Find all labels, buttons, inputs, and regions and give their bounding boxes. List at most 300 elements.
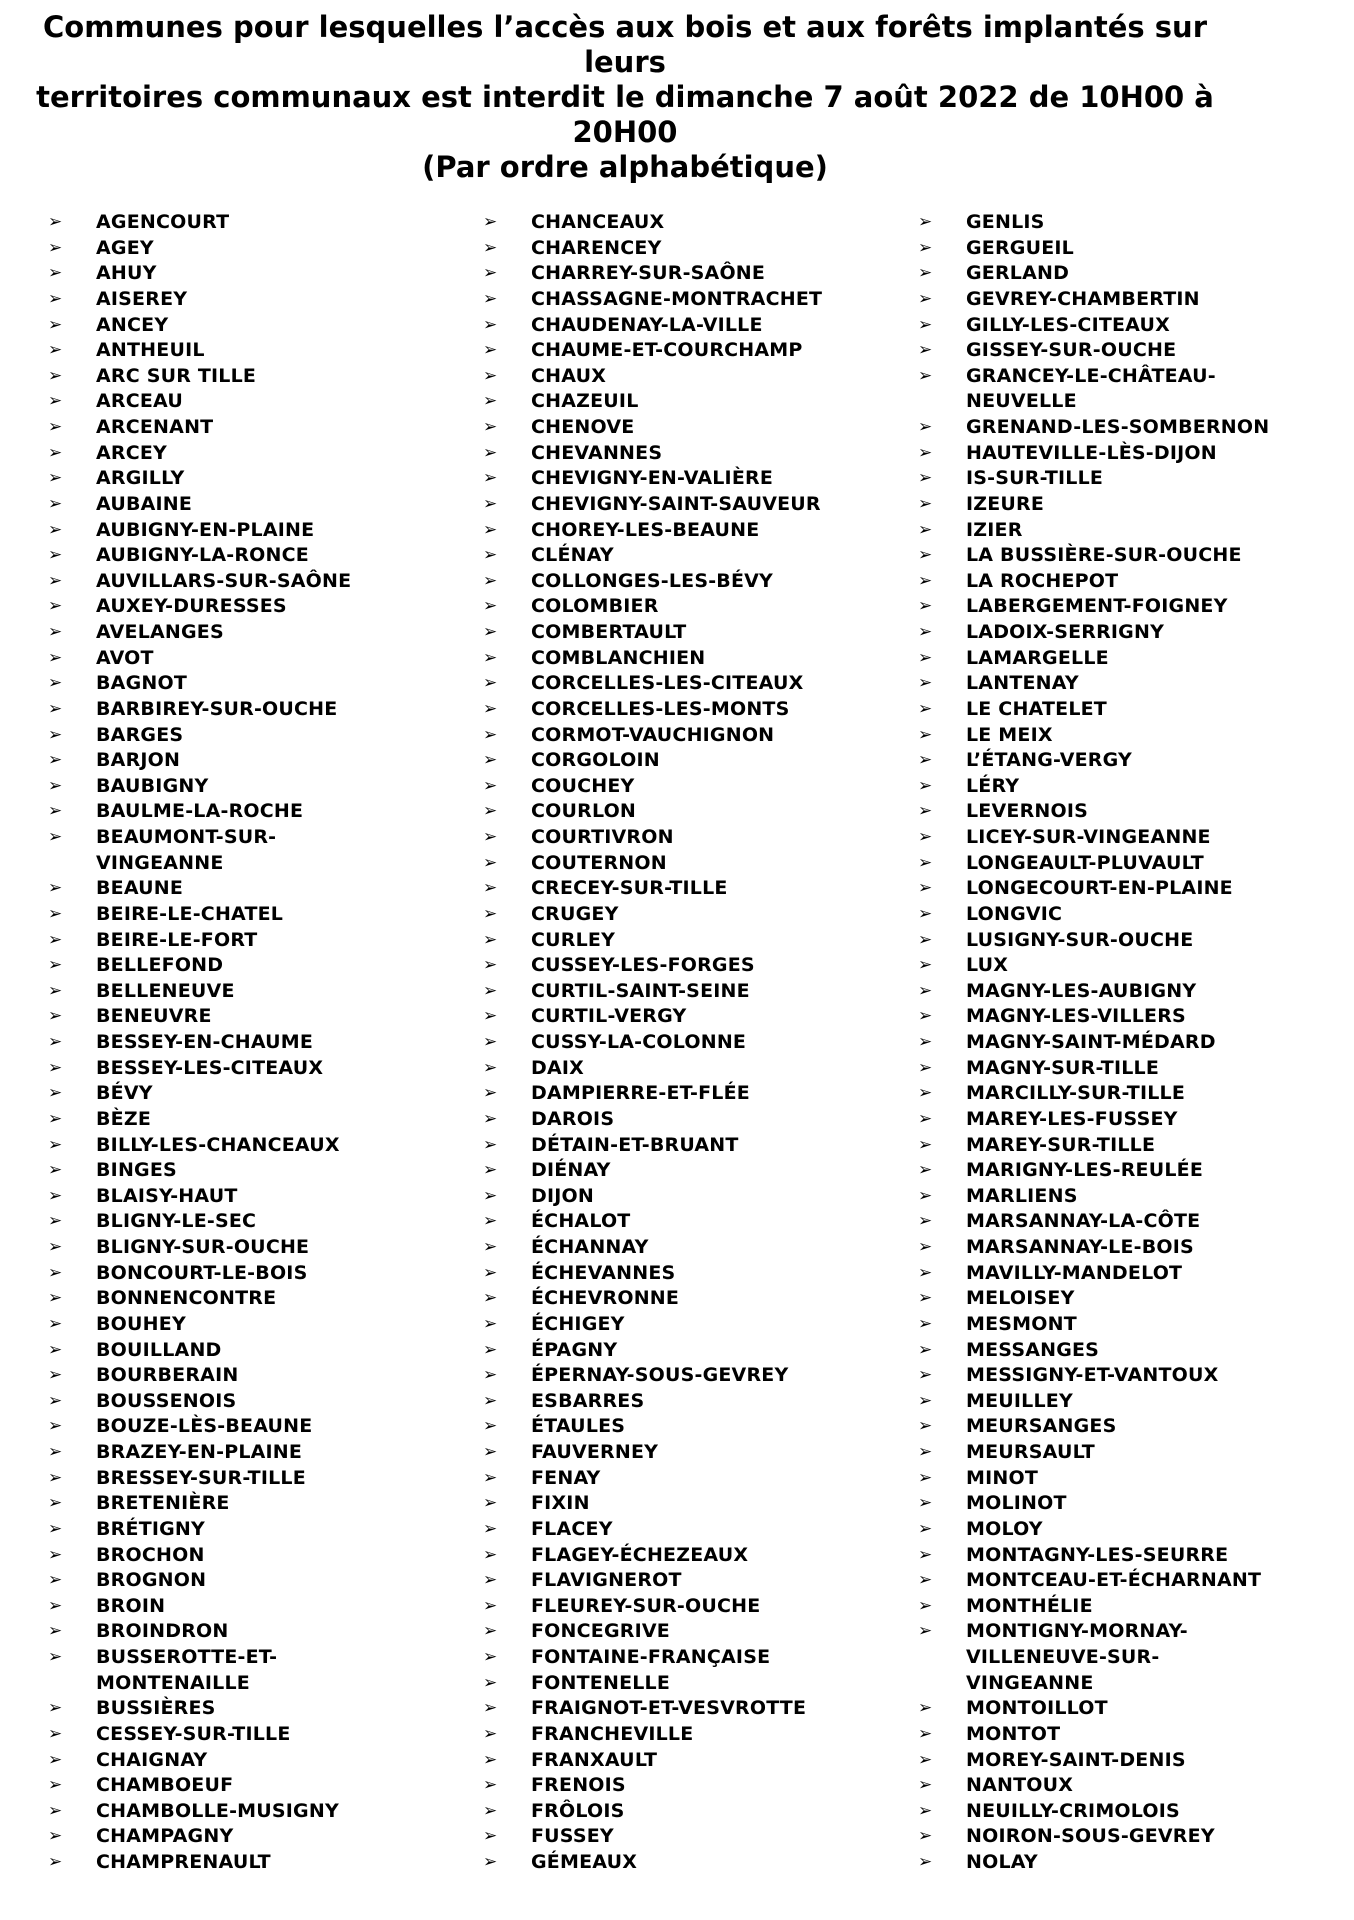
communes-column-3	[918, 210, 1269, 1876]
arrowhead-bullet-icon: ➢	[918, 288, 933, 309]
list-item	[483, 1543, 822, 1569]
list-item	[48, 671, 351, 697]
list-item	[483, 799, 822, 825]
list-item	[918, 1209, 1269, 1235]
commune-name: MAGNY-LES-AUBIGNY	[966, 979, 1197, 1002]
list-item	[483, 1824, 822, 1850]
list-item	[483, 338, 822, 364]
list-item	[483, 671, 822, 697]
list-item	[483, 1671, 822, 1697]
commune-name: LA BUSSIÈRE-SUR-OUCHE	[966, 544, 1242, 567]
arrowhead-bullet-icon: ➢	[48, 750, 63, 771]
arrowhead-bullet-icon: ➢	[48, 365, 63, 386]
commune-name: CESSEY-SUR-TILLE	[96, 1722, 291, 1745]
list-item	[483, 389, 822, 415]
list-item	[48, 1389, 351, 1415]
commune-name: FIXIN	[531, 1492, 590, 1515]
arrowhead-bullet-icon: ➢	[48, 1647, 63, 1667]
commune-name: CHEVIGNY-SAINT-SAUVEUR	[531, 492, 821, 515]
commune-name: BÉVY	[96, 1082, 153, 1105]
arrowhead-bullet-icon: ➢	[483, 391, 498, 412]
commune-name: GRENAND-LES-SOMBERNON	[966, 416, 1270, 438]
commune-name: AUBIGNY-LA-RONCE	[96, 544, 309, 567]
commune-name: CUSSY-LA-COLONNE	[531, 1031, 747, 1053]
list-item	[918, 1696, 1269, 1722]
commune-name: FRENOIS	[531, 1774, 626, 1797]
list-item	[483, 979, 822, 1005]
list-item	[483, 876, 822, 902]
arrowhead-bullet-icon: ➢	[48, 1108, 63, 1129]
arrowhead-bullet-icon: ➢	[483, 1108, 498, 1129]
arrowhead-bullet-icon: ➢	[483, 493, 498, 514]
commune-name: BEIRE-LE-CHATEL	[96, 902, 284, 925]
arrowhead-bullet-icon: ➢	[483, 212, 498, 232]
arrowhead-bullet-icon: ➢	[483, 1262, 498, 1283]
list-item	[918, 1491, 1269, 1517]
list-item	[918, 1133, 1269, 1159]
list-item	[48, 1824, 351, 1850]
arrowhead-bullet-icon: ➢	[483, 1467, 498, 1488]
list-item	[48, 1491, 351, 1517]
communes-column-1	[48, 210, 351, 1876]
list-item	[48, 1568, 351, 1594]
commune-name: FLACEY	[531, 1517, 613, 1540]
list-item	[918, 1030, 1269, 1056]
commune-name: AGEY	[96, 236, 154, 259]
arrowhead-bullet-icon: ➢	[48, 1032, 63, 1052]
arrowhead-bullet-icon: ➢	[48, 1211, 63, 1232]
arrowhead-bullet-icon: ➢	[483, 878, 498, 899]
commune-name: CHANCEAUX	[531, 211, 665, 233]
arrowhead-bullet-icon: ➢	[48, 1621, 63, 1642]
commune-name: GRANCEY-LE-CHÂTEAU-	[966, 364, 1216, 387]
arrowhead-bullet-icon: ➢	[918, 827, 933, 847]
list-item	[918, 1619, 1269, 1696]
commune-name: CHAMPAGNY	[96, 1825, 234, 1848]
arrowhead-bullet-icon: ➢	[483, 417, 498, 437]
commune-name: MEURSANGES	[966, 1415, 1117, 1438]
arrowhead-bullet-icon: ➢	[48, 980, 63, 1001]
list-item	[483, 1850, 822, 1876]
arrowhead-bullet-icon: ➢	[483, 955, 498, 976]
commune-name: CORCELLES-LES-CITEAUX	[531, 672, 804, 695]
commune-name: LONGEAULT-PLUVAULT	[966, 851, 1204, 874]
list-item	[918, 1594, 1269, 1620]
commune-name: MOLOY	[966, 1517, 1043, 1540]
commune-name: BONCOURT-LE-BOIS	[96, 1261, 308, 1284]
list-item	[48, 1056, 351, 1082]
commune-name: MONTENAILLE	[96, 1671, 250, 1694]
list-item	[48, 492, 351, 518]
list-item	[483, 287, 822, 313]
commune-name: MESMONT	[966, 1312, 1077, 1335]
arrowhead-bullet-icon: ➢	[48, 1313, 63, 1334]
arrowhead-bullet-icon: ➢	[918, 212, 933, 232]
list-item	[918, 876, 1269, 902]
list-item	[48, 1133, 351, 1159]
arrowhead-bullet-icon: ➢	[918, 468, 933, 489]
list-item	[483, 1133, 822, 1159]
arrowhead-bullet-icon: ➢	[918, 647, 933, 668]
arrowhead-bullet-icon: ➢	[918, 878, 933, 899]
commune-name: MELOISEY	[966, 1287, 1075, 1310]
list-item	[48, 1850, 351, 1876]
commune-name: NOIRON-SOUS-GEVREY	[966, 1825, 1215, 1848]
commune-name: IS-SUR-TILLE	[966, 467, 1104, 490]
commune-name: L’ÉTANG-VERGY	[966, 749, 1132, 772]
title-line-3: (Par ordre alphabétique)	[422, 150, 828, 184]
commune-name: BROGNON	[96, 1569, 207, 1592]
list-item	[483, 364, 822, 390]
arrowhead-bullet-icon: ➢	[48, 698, 63, 719]
commune-name: IZEURE	[966, 492, 1045, 515]
commune-name: LONGVIC	[966, 902, 1063, 925]
list-item	[48, 1773, 351, 1799]
arrowhead-bullet-icon: ➢	[918, 1134, 933, 1155]
list-item	[918, 210, 1269, 236]
commune-name: AUBAINE	[96, 492, 193, 515]
arrowhead-bullet-icon: ➢	[918, 1160, 933, 1181]
commune-name: COMBERTAULT	[531, 621, 687, 643]
commune-name: GERLAND	[966, 262, 1070, 285]
commune-name: FUSSEY	[531, 1825, 614, 1848]
list-item	[483, 1004, 822, 1030]
arrowhead-bullet-icon: ➢	[483, 1134, 498, 1155]
list-item	[918, 979, 1269, 1005]
arrowhead-bullet-icon: ➢	[483, 1160, 498, 1181]
arrowhead-bullet-icon: ➢	[918, 903, 933, 924]
list-item	[483, 928, 822, 954]
commune-name: VINGEANNE	[96, 851, 224, 874]
list-item	[918, 928, 1269, 954]
arrowhead-bullet-icon: ➢	[918, 1698, 933, 1719]
list-item	[483, 594, 822, 620]
commune-name: LUX	[966, 954, 1009, 977]
list-item	[918, 543, 1269, 569]
list-item	[483, 1389, 822, 1415]
arrowhead-bullet-icon: ➢	[483, 1749, 498, 1770]
commune-name: AGENCOURT	[96, 211, 230, 233]
arrowhead-bullet-icon: ➢	[48, 340, 63, 361]
list-item	[483, 1030, 822, 1056]
arrowhead-bullet-icon: ➢	[918, 929, 933, 950]
list-item	[918, 1107, 1269, 1133]
list-item	[483, 748, 822, 774]
list-item	[48, 1466, 351, 1492]
list-item	[48, 415, 351, 441]
list-item	[48, 210, 351, 236]
commune-name: BONNENCONTRE	[96, 1287, 277, 1310]
list-item	[918, 1466, 1269, 1492]
arrowhead-bullet-icon: ➢	[483, 1083, 498, 1104]
arrowhead-bullet-icon: ➢	[918, 724, 933, 745]
commune-name: MONTAGNY-LES-SEURRE	[966, 1543, 1229, 1566]
arrowhead-bullet-icon: ➢	[483, 1237, 498, 1257]
commune-name: FLAGEY-ÉCHEZEAUX	[531, 1543, 749, 1566]
list-item	[918, 1312, 1269, 1338]
list-item	[918, 261, 1269, 287]
list-item	[48, 313, 351, 339]
list-item	[48, 261, 351, 287]
commune-name: MARSANNAY-LE-BOIS	[966, 1236, 1194, 1258]
arrowhead-bullet-icon: ➢	[48, 212, 63, 232]
arrowhead-bullet-icon: ➢	[48, 1800, 63, 1821]
list-item	[48, 389, 351, 415]
arrowhead-bullet-icon: ➢	[483, 1826, 498, 1847]
commune-name: COURTIVRON	[531, 826, 674, 848]
list-item	[48, 825, 351, 876]
commune-name: BEAUNE	[96, 877, 184, 900]
arrowhead-bullet-icon: ➢	[483, 519, 498, 540]
commune-name: NEUILLY-CRIMOLOIS	[966, 1799, 1180, 1822]
commune-name: MONTCEAU-ET-ÉCHARNANT	[966, 1569, 1262, 1592]
list-item	[483, 825, 822, 851]
commune-name: ARCENANT	[96, 416, 214, 438]
arrowhead-bullet-icon: ➢	[483, 1852, 498, 1872]
commune-name: GILLY-LES-CITEAUX	[966, 313, 1170, 336]
commune-name: MARSANNAY-LA-CÔTE	[966, 1210, 1201, 1233]
list-item	[483, 1158, 822, 1184]
list-item	[483, 1209, 822, 1235]
arrowhead-bullet-icon: ➢	[483, 1570, 498, 1591]
commune-name: LAMARGELLE	[966, 646, 1109, 669]
list-item	[483, 1081, 822, 1107]
commune-name: COUTERNON	[531, 851, 667, 874]
commune-name: BAULME-LA-ROCHE	[96, 800, 304, 823]
commune-name: GISSEY-SUR-OUCHE	[966, 339, 1177, 362]
commune-name: BOUZE-LÈS-BEAUNE	[96, 1415, 313, 1438]
list-item	[483, 466, 822, 492]
commune-name: ÉPAGNY	[531, 1338, 618, 1361]
arrowhead-bullet-icon: ➢	[483, 647, 498, 668]
list-item	[918, 1773, 1269, 1799]
arrowhead-bullet-icon: ➢	[483, 263, 498, 284]
commune-name: FONTENELLE	[531, 1671, 671, 1694]
commune-name: CORCELLES-LES-MONTS	[531, 697, 790, 720]
commune-name: BARGES	[96, 723, 184, 746]
commune-name: BROINDRON	[96, 1620, 229, 1643]
list-item	[918, 1389, 1269, 1415]
list-item	[483, 1619, 822, 1645]
list-item	[918, 723, 1269, 749]
arrowhead-bullet-icon: ➢	[48, 1570, 63, 1591]
communes-column-2	[483, 210, 822, 1876]
list-item	[48, 799, 351, 825]
list-item	[483, 851, 822, 877]
arrowhead-bullet-icon: ➢	[483, 775, 498, 796]
commune-name: VILLENEUVE-SUR-	[966, 1646, 1160, 1668]
list-item	[48, 1338, 351, 1364]
arrowhead-bullet-icon: ➢	[918, 1390, 933, 1411]
list-item	[483, 1594, 822, 1620]
list-item	[918, 1338, 1269, 1364]
arrowhead-bullet-icon: ➢	[48, 570, 63, 591]
arrowhead-bullet-icon: ➢	[918, 1416, 933, 1437]
commune-name: BESSEY-EN-CHAUME	[96, 1031, 314, 1053]
commune-name: ARCEY	[96, 441, 168, 464]
arrowhead-bullet-icon: ➢	[483, 1723, 498, 1744]
commune-name: BUSSEROTTE-ET-	[96, 1646, 278, 1668]
list-item	[48, 441, 351, 467]
list-item	[483, 774, 822, 800]
arrowhead-bullet-icon: ➢	[918, 1288, 933, 1309]
commune-name: FLEUREY-SUR-OUCHE	[531, 1594, 761, 1617]
list-item	[483, 1748, 822, 1774]
arrowhead-bullet-icon: ➢	[918, 1185, 933, 1206]
list-item	[483, 1722, 822, 1748]
arrowhead-bullet-icon: ➢	[918, 1083, 933, 1104]
commune-name: AUBIGNY-EN-PLAINE	[96, 518, 315, 541]
list-item	[48, 953, 351, 979]
commune-name: CHOREY-LES-BEAUNE	[531, 518, 760, 541]
arrowhead-bullet-icon: ➢	[48, 1467, 63, 1488]
list-item	[483, 210, 822, 236]
arrowhead-bullet-icon: ➢	[483, 596, 498, 617]
commune-name: COUCHEY	[531, 774, 635, 797]
arrowhead-bullet-icon: ➢	[48, 903, 63, 924]
commune-name: CHENOVE	[531, 416, 635, 438]
list-item	[483, 441, 822, 467]
list-item	[483, 902, 822, 928]
list-item	[918, 1748, 1269, 1774]
arrowhead-bullet-icon: ➢	[48, 1237, 63, 1257]
list-item	[48, 1517, 351, 1543]
list-item	[918, 799, 1269, 825]
commune-name: MONTOT	[966, 1722, 1061, 1745]
arrowhead-bullet-icon: ➢	[483, 1595, 498, 1616]
commune-name: CRUGEY	[531, 902, 619, 925]
list-item	[48, 594, 351, 620]
arrowhead-bullet-icon: ➢	[918, 365, 933, 386]
commune-name: MARIGNY-LES-REULÉE	[966, 1159, 1204, 1182]
commune-name: FRANCHEVILLE	[531, 1722, 694, 1745]
list-item	[918, 466, 1269, 492]
commune-name: CURTIL-SAINT-SEINE	[531, 979, 750, 1002]
commune-name: CHAMBOEUF	[96, 1774, 234, 1797]
commune-name: BLIGNY-LE-SEC	[96, 1210, 257, 1233]
arrowhead-bullet-icon: ➢	[483, 468, 498, 489]
arrowhead-bullet-icon: ➢	[48, 1365, 63, 1386]
list-item	[48, 1184, 351, 1210]
arrowhead-bullet-icon: ➢	[918, 237, 933, 258]
arrowhead-bullet-icon: ➢	[48, 391, 63, 412]
list-item	[483, 1056, 822, 1082]
arrowhead-bullet-icon: ➢	[48, 929, 63, 950]
arrowhead-bullet-icon: ➢	[48, 1749, 63, 1770]
arrowhead-bullet-icon: ➢	[483, 1339, 498, 1360]
list-item	[918, 1056, 1269, 1082]
arrowhead-bullet-icon: ➢	[48, 1723, 63, 1744]
list-item	[918, 492, 1269, 518]
commune-name: AUVILLARS-SUR-SAÔNE	[96, 569, 352, 592]
list-item	[918, 287, 1269, 313]
list-item	[918, 825, 1269, 851]
list-item	[48, 1696, 351, 1722]
arrowhead-bullet-icon: ➢	[48, 1339, 63, 1360]
commune-name: ÉPERNAY-SOUS-GEVREY	[531, 1364, 789, 1387]
commune-name: MONTIGNY-MORNAY-	[966, 1620, 1188, 1643]
commune-name: MARLIENS	[966, 1184, 1078, 1207]
list-item	[918, 620, 1269, 646]
list-item	[483, 1773, 822, 1799]
arrowhead-bullet-icon: ➢	[918, 340, 933, 361]
list-item	[483, 1568, 822, 1594]
arrowhead-bullet-icon: ➢	[918, 852, 933, 873]
commune-name: ÉCHANNAY	[531, 1236, 649, 1258]
commune-name: BUSSIÈRES	[96, 1697, 216, 1720]
arrowhead-bullet-icon: ➢	[48, 493, 63, 514]
list-item	[48, 928, 351, 954]
list-item	[483, 236, 822, 262]
list-item	[483, 646, 822, 672]
commune-name: DAROIS	[531, 1107, 615, 1130]
list-item	[918, 1440, 1269, 1466]
list-item	[918, 1286, 1269, 1312]
arrowhead-bullet-icon: ➢	[918, 1595, 933, 1616]
list-item	[483, 492, 822, 518]
arrowhead-bullet-icon: ➢	[483, 1518, 498, 1539]
commune-name: GEVREY-CHAMBERTIN	[966, 287, 1200, 310]
arrowhead-bullet-icon: ➢	[48, 673, 63, 694]
list-item	[483, 1696, 822, 1722]
arrowhead-bullet-icon: ➢	[483, 698, 498, 719]
commune-name: HAUTEVILLE-LÈS-DIJON	[966, 441, 1217, 464]
arrowhead-bullet-icon: ➢	[48, 1442, 63, 1462]
arrowhead-bullet-icon: ➢	[918, 1032, 933, 1052]
arrowhead-bullet-icon: ➢	[48, 288, 63, 309]
commune-name: FLAVIGNEROT	[531, 1569, 682, 1592]
arrowhead-bullet-icon: ➢	[483, 1800, 498, 1821]
list-item	[48, 466, 351, 492]
list-item	[918, 415, 1269, 441]
commune-name: FONCEGRIVE	[531, 1620, 670, 1643]
commune-name: GERGUEIL	[966, 236, 1074, 259]
commune-name: CORMOT-VAUCHIGNON	[531, 723, 775, 746]
arrowhead-bullet-icon: ➢	[48, 468, 63, 489]
list-item	[918, 236, 1269, 262]
commune-name: CLÉNAY	[531, 544, 614, 567]
commune-name: MAGNY-SAINT-MÉDARD	[966, 1031, 1216, 1053]
commune-name: BENEUVRE	[96, 1005, 212, 1028]
commune-name: CURLEY	[531, 928, 616, 951]
arrowhead-bullet-icon: ➢	[918, 545, 933, 566]
arrowhead-bullet-icon: ➢	[483, 852, 498, 873]
commune-name: MAREY-LES-FUSSEY	[966, 1107, 1178, 1130]
commune-name: MONTOILLOT	[966, 1697, 1108, 1720]
arrowhead-bullet-icon: ➢	[918, 1237, 933, 1257]
list-item	[483, 723, 822, 749]
list-item	[918, 1184, 1269, 1210]
commune-name: BOURBERAIN	[96, 1364, 239, 1387]
arrowhead-bullet-icon: ➢	[918, 1621, 933, 1642]
commune-name: BARJON	[96, 749, 181, 772]
commune-name: MESSIGNY-ET-VANTOUX	[966, 1364, 1219, 1387]
list-item	[483, 543, 822, 569]
commune-name: LUSIGNY-SUR-OUCHE	[966, 928, 1194, 951]
arrowhead-bullet-icon: ➢	[483, 801, 498, 822]
commune-name: FRANXAULT	[531, 1748, 658, 1771]
list-item	[918, 338, 1269, 364]
list-item	[48, 774, 351, 800]
list-item	[48, 1158, 351, 1184]
arrowhead-bullet-icon: ➢	[918, 1518, 933, 1539]
commune-name: BELLENEUVE	[96, 979, 235, 1002]
commune-name: BEIRE-LE-FORT	[96, 928, 258, 951]
list-item	[918, 1517, 1269, 1543]
list-item	[918, 1363, 1269, 1389]
arrowhead-bullet-icon: ➢	[918, 1749, 933, 1770]
arrowhead-bullet-icon: ➢	[483, 340, 498, 361]
